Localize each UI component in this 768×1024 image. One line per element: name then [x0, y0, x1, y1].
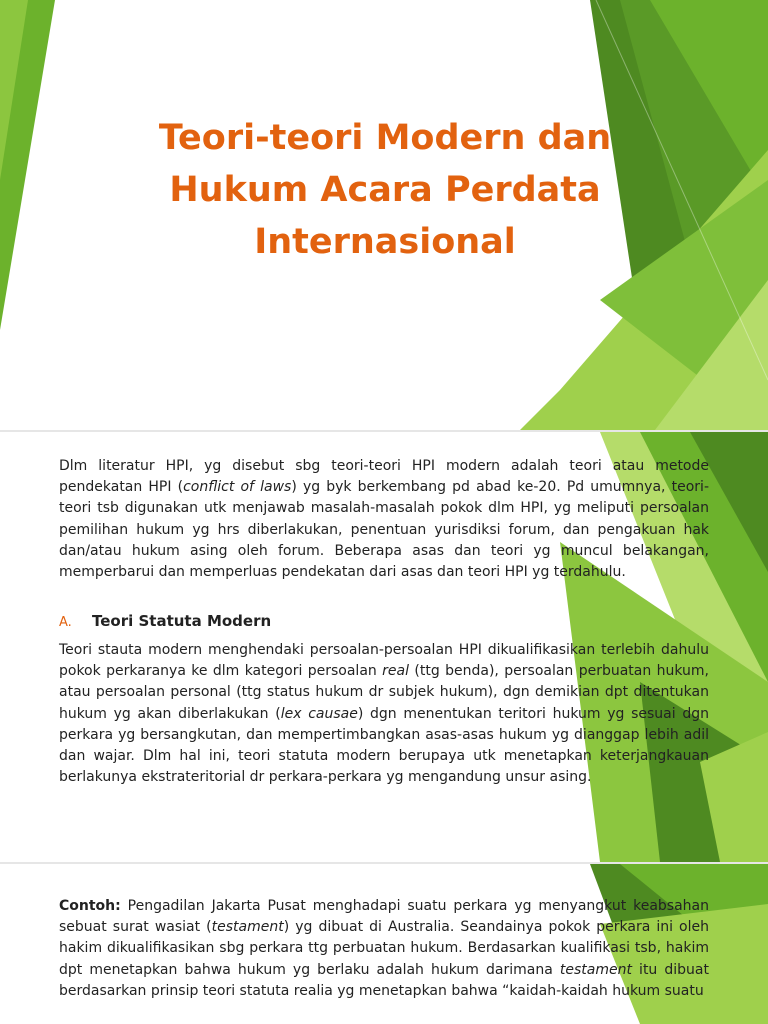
example-paragraph: Contoh: Pengadilan Jakarta Pusat menghadapi suatu perkara yg menyangkut keabsahan sebuat surat wasiat (testament) yg dibuat di Australia. Seandainya pokok perkara ini oleh hakim dikualifikasikan sbg perkara ttg perbuatan hukum. Berdasarkan kualifikasi tsb, hakim dpt menetapkan bahwa hukum yg berlaku adalah hukum darimana testament itu dibuat berdasarkan prinsip teori statuta realia yg menetapkan bahwa “kaidah-kaidah hukum suatu	[59, 898, 709, 999]
section-marker: A.	[59, 615, 72, 630]
section-paragraph: Teori stauta modern menghendaki persoalan-persoalan HPI dikualifikasikan terlebih dahulu pokok perkaranya ke dlm kategori persoalan real (ttg benda), persoalan perbuatan hukum, atau persoalan personal (ttg status hukum dr subjek hukum), dgn demikian dpt ditentukan hukum yg akan diberlakukan (lex causae) dgn menentukan teritori hukum yg sesuai dgn perkara yg bersangkutan, dan mempertimbangkan asas-asas hukum yg dianggap lebih adil dan wajar. Dlm hal ini, teori statuta modern berupaya utk menetapkan keterjangkauan berlakunya ekstrateritorial dr perkara-perkara yg mengandung unsur asing.	[59, 642, 710, 786]
slide-content	[0, 432, 768, 862]
slide-title	[0, 0, 768, 430]
section-heading	[59, 612, 271, 630]
intro-paragraph: Dlm literatur HPI, yg disebut sbg teori-teori HPI modern adalah teori atau metode pendekatan HPI (conflict of laws) yg byk berkembang pd abad ke-20. Pd umumnya, teori-teori tsb digunakan utk menjawab masalah-masalah pokok dlm HPI, yg meliputi persoalan pemilihan hukum yg hrs diberlakukan, penentuan yurisdiksi forum, dan pengakuan hak dan/atau hukum asing oleh forum. Beberapa asas dan teori yg muncul belakangan, memperbarui dan memperluas pendekatan dari asas dan teori HPI yg terdahulu.	[59, 458, 709, 581]
slide-title-text: Teori-teori Modern dan Hukum Acara Perdata Internasional	[158, 118, 612, 262]
example-label: Contoh:	[59, 898, 121, 914]
slide-example	[0, 864, 768, 1024]
section-title: Teori Statuta Modern	[92, 612, 272, 630]
